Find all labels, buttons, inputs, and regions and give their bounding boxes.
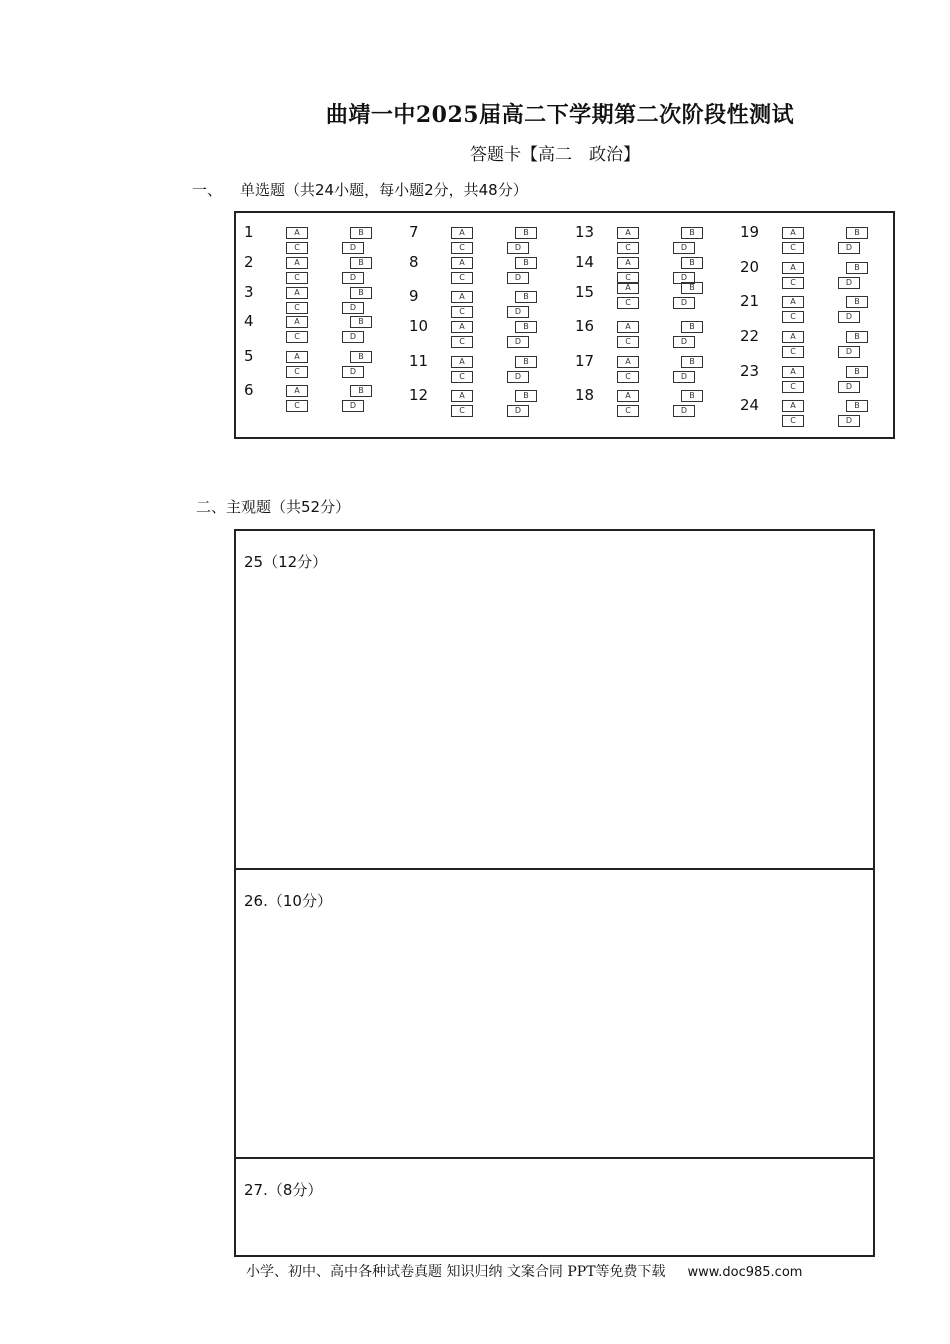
- option-a-bubble[interactable]: A: [286, 351, 308, 363]
- option-c-bubble[interactable]: C: [286, 302, 308, 314]
- option-b-bubble[interactable]: B: [515, 257, 537, 269]
- option-b-bubble[interactable]: B: [846, 296, 868, 308]
- option-b-bubble[interactable]: B: [846, 366, 868, 378]
- option-a-bubble[interactable]: A: [286, 227, 308, 239]
- option-b-bubble[interactable]: B: [350, 351, 372, 363]
- option-a-bubble[interactable]: A: [617, 356, 639, 368]
- option-a-bubble[interactable]: A: [451, 390, 473, 402]
- question-number: 22: [740, 327, 760, 345]
- option-b-bubble[interactable]: B: [350, 385, 372, 397]
- option-b-bubble[interactable]: B: [846, 400, 868, 412]
- footer-url[interactable]: www.doc985.com: [687, 1265, 803, 1280]
- section1-heading: [192, 179, 528, 200]
- option-c-bubble[interactable]: C: [617, 336, 639, 348]
- option-d-bubble[interactable]: D: [673, 297, 695, 309]
- option-b-bubble[interactable]: B: [515, 356, 537, 368]
- question-number: 7: [409, 223, 419, 241]
- option-c-bubble[interactable]: C: [286, 400, 308, 412]
- option-a-bubble[interactable]: A: [782, 366, 804, 378]
- answer-box-label: 25（12分）: [244, 553, 328, 571]
- option-b-bubble[interactable]: B: [350, 257, 372, 269]
- option-c-bubble[interactable]: C: [286, 242, 308, 254]
- option-b-bubble[interactable]: B: [350, 287, 372, 299]
- page-subtitle: 答题卡【高二 政治】: [470, 145, 640, 165]
- option-d-bubble[interactable]: D: [838, 381, 860, 393]
- option-d-bubble[interactable]: D: [342, 242, 364, 254]
- option-b-bubble[interactable]: B: [515, 291, 537, 303]
- question-number: 6: [244, 381, 254, 399]
- multiple-choice-grid: [234, 211, 895, 439]
- question-number: 20: [740, 258, 760, 276]
- option-d-bubble[interactable]: D: [838, 277, 860, 289]
- footer: [246, 1261, 802, 1281]
- question-number: 23: [740, 362, 760, 380]
- option-b-bubble[interactable]: B: [681, 257, 703, 269]
- option-a-bubble[interactable]: A: [451, 356, 473, 368]
- option-d-bubble[interactable]: D: [507, 336, 529, 348]
- footer-text: 小学、初中、高中各种试卷真题 知识归纳 文案合同 PPT等免费下载: [246, 1264, 666, 1280]
- option-d-bubble[interactable]: D: [507, 371, 529, 383]
- option-d-bubble[interactable]: D: [838, 415, 860, 427]
- option-a-bubble[interactable]: A: [782, 227, 804, 239]
- option-b-bubble[interactable]: B: [681, 227, 703, 239]
- option-c-bubble[interactable]: C: [617, 297, 639, 309]
- question-number: 12: [409, 386, 429, 404]
- option-d-bubble[interactable]: D: [507, 242, 529, 254]
- option-a-bubble[interactable]: A: [451, 227, 473, 239]
- question-number: 10: [409, 317, 429, 335]
- option-d-bubble[interactable]: D: [507, 272, 529, 284]
- option-a-bubble[interactable]: A: [782, 262, 804, 274]
- question-number: 1: [244, 223, 254, 241]
- option-c-bubble[interactable]: C: [782, 311, 804, 323]
- question-number: 21: [740, 292, 760, 310]
- option-a-bubble[interactable]: A: [451, 257, 473, 269]
- question-number: 2: [244, 253, 254, 271]
- option-c-bubble[interactable]: C: [451, 272, 473, 284]
- option-b-bubble[interactable]: B: [846, 227, 868, 239]
- section2-heading: 二、主观题（共52分）: [196, 498, 351, 516]
- option-d-bubble[interactable]: D: [342, 331, 364, 343]
- option-a-bubble[interactable]: A: [617, 227, 639, 239]
- option-b-bubble[interactable]: B: [515, 390, 537, 402]
- option-c-bubble[interactable]: C: [782, 415, 804, 427]
- question-number: 13: [575, 223, 595, 241]
- answer-box-25[interactable]: [234, 529, 875, 870]
- option-d-bubble[interactable]: D: [673, 405, 695, 417]
- option-d-bubble[interactable]: D: [342, 302, 364, 314]
- option-a-bubble[interactable]: A: [286, 287, 308, 299]
- option-c-bubble[interactable]: C: [451, 336, 473, 348]
- option-d-bubble[interactable]: D: [673, 371, 695, 383]
- option-c-bubble[interactable]: C: [617, 242, 639, 254]
- option-d-bubble[interactable]: D: [838, 311, 860, 323]
- option-a-bubble[interactable]: A: [782, 331, 804, 343]
- question-number: 3: [244, 283, 254, 301]
- option-a-bubble[interactable]: A: [451, 291, 473, 303]
- question-number: 11: [409, 352, 429, 370]
- option-d-bubble[interactable]: D: [507, 405, 529, 417]
- question-number: 4: [244, 312, 254, 330]
- option-c-bubble[interactable]: C: [286, 272, 308, 284]
- section1-number: 一、: [192, 181, 223, 199]
- option-d-bubble[interactable]: D: [673, 336, 695, 348]
- option-d-bubble[interactable]: D: [507, 306, 529, 318]
- option-a-bubble[interactable]: A: [617, 390, 639, 402]
- option-c-bubble[interactable]: C: [451, 306, 473, 318]
- option-c-bubble[interactable]: C: [782, 242, 804, 254]
- option-a-bubble[interactable]: A: [782, 400, 804, 412]
- option-c-bubble[interactable]: C: [451, 242, 473, 254]
- option-c-bubble[interactable]: C: [617, 371, 639, 383]
- question-number: 17: [575, 352, 595, 370]
- option-a-bubble[interactable]: A: [286, 385, 308, 397]
- option-d-bubble[interactable]: D: [673, 272, 695, 284]
- option-a-bubble[interactable]: A: [782, 296, 804, 308]
- option-c-bubble[interactable]: C: [286, 331, 308, 343]
- option-a-bubble[interactable]: A: [617, 321, 639, 333]
- option-c-bubble[interactable]: C: [451, 371, 473, 383]
- option-b-bubble[interactable]: B: [681, 356, 703, 368]
- question-number: 5: [244, 347, 254, 365]
- option-b-bubble[interactable]: B: [350, 316, 372, 328]
- answer-box-27[interactable]: [234, 1157, 875, 1257]
- option-a-bubble[interactable]: A: [286, 257, 308, 269]
- answer-box-label: 27.（8分）: [244, 1181, 323, 1199]
- option-c-bubble[interactable]: C: [782, 346, 804, 358]
- question-number: 15: [575, 283, 595, 301]
- answer-box-26[interactable]: [234, 868, 875, 1159]
- page-title: 曲靖一中2025届高二下学期第二次阶段性测试: [325, 102, 795, 128]
- question-number: 16: [575, 317, 595, 335]
- option-b-bubble[interactable]: B: [846, 262, 868, 274]
- option-a-bubble[interactable]: A: [617, 257, 639, 269]
- question-number: 18: [575, 386, 595, 404]
- section1-title: 单选题（共24小题，每小题2分，共48分）: [240, 181, 528, 199]
- question-number: 8: [409, 253, 419, 271]
- answer-box-label: 26.（10分）: [244, 892, 332, 910]
- option-b-bubble[interactable]: B: [681, 282, 703, 294]
- option-d-bubble[interactable]: D: [342, 272, 364, 284]
- option-d-bubble[interactable]: D: [673, 242, 695, 254]
- option-c-bubble[interactable]: C: [286, 366, 308, 378]
- option-d-bubble[interactable]: D: [342, 400, 364, 412]
- option-c-bubble[interactable]: C: [617, 405, 639, 417]
- option-b-bubble[interactable]: B: [515, 321, 537, 333]
- option-b-bubble[interactable]: B: [515, 227, 537, 239]
- option-d-bubble[interactable]: D: [838, 346, 860, 358]
- option-a-bubble[interactable]: A: [617, 282, 639, 294]
- option-a-bubble[interactable]: A: [451, 321, 473, 333]
- option-c-bubble[interactable]: C: [451, 405, 473, 417]
- option-b-bubble[interactable]: B: [681, 390, 703, 402]
- option-d-bubble[interactable]: D: [838, 242, 860, 254]
- option-c-bubble[interactable]: C: [782, 277, 804, 289]
- option-d-bubble[interactable]: D: [342, 366, 364, 378]
- question-number: 14: [575, 253, 595, 271]
- option-b-bubble[interactable]: B: [846, 331, 868, 343]
- option-c-bubble[interactable]: C: [617, 272, 639, 284]
- option-a-bubble[interactable]: A: [286, 316, 308, 328]
- question-number: 19: [740, 223, 760, 241]
- question-number: 24: [740, 396, 760, 414]
- option-c-bubble[interactable]: C: [782, 381, 804, 393]
- question-number: 9: [409, 287, 419, 305]
- option-b-bubble[interactable]: B: [350, 227, 372, 239]
- option-b-bubble[interactable]: B: [681, 321, 703, 333]
